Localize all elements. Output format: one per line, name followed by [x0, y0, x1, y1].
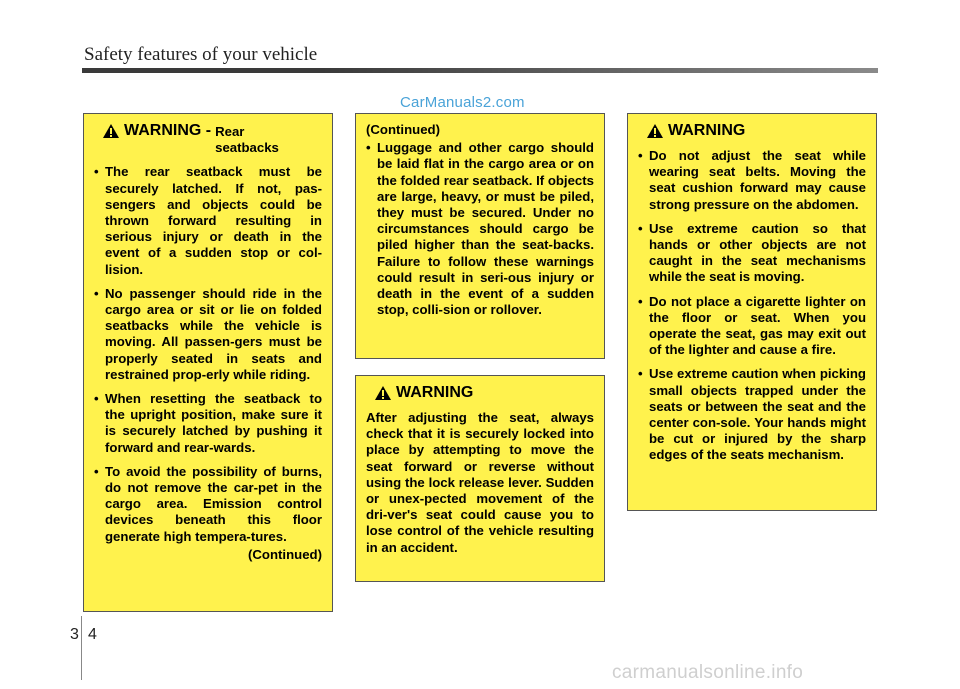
page-number: 4: [88, 626, 97, 643]
list-item: • Do not adjust the seat while wearing seat belts. Moving the seat cushion forward may cause strong pressure on the abdomen.: [638, 148, 866, 213]
page-number-divider: [81, 616, 82, 680]
list-item: • To avoid the possibility of burns, do not remove the car-pet in the cargo area. Emission control devices beneath this floor generate high tempera-tures.: [94, 464, 322, 545]
warning-label: WARNING: [396, 384, 474, 401]
warning-label: WARNING: [668, 122, 746, 139]
header-rule: [82, 68, 878, 73]
watermark-footer: carmanualsonline.info: [612, 662, 804, 683]
watermark-link[interactable]: CarManuals2.com: [400, 94, 525, 111]
warning-list: [94, 164, 322, 544]
warning-subject-line1: Rear: [215, 124, 245, 139]
warning-list: [366, 140, 594, 318]
warning-subject-line2: seatbacks: [215, 140, 279, 156]
list-item: • No passenger should ride in the cargo area or sit or lie on folded seatbacks while the vehicle is moving. All passen-gers must be properly seated in seats and restrained prop-erly while riding.: [94, 286, 322, 383]
warning-triangle-icon: [102, 123, 120, 139]
warning-box-seat-adjust: [627, 113, 877, 511]
list-item: • Luggage and other cargo should be laid flat in the cargo area or on the folded rear seatback. If objects are large, heavy, or must be piled, they must be secured. Under no circumstances should cargo be piled higher than the seat-backs. Failure to follow these warnings could result in seri-ous injury or death in the event of a sudden stop, colli-sion or rollover.: [366, 140, 594, 318]
warning-header: [94, 122, 322, 156]
list-item: • Use extreme caution so that hands or other objects are not caught in the seat mechanisms while the seat is moving.: [638, 221, 866, 286]
warning-box-seat-lock: [355, 375, 605, 582]
warning-triangle-icon: [374, 385, 392, 401]
continued-label: (Continued): [366, 122, 440, 137]
warning-box-continued: [355, 113, 605, 359]
warning-header: [638, 122, 866, 140]
warning-text: After adjusting the seat, always check that it is securely locked into place by attempting to move the seat forward or reverse without using the lock release lever. Sudden or unex-pected movement of the dri-ver's seat could cause you to lose control of the vehicle resulting in an accident.: [366, 410, 594, 555]
continued-label: (Continued): [248, 546, 322, 562]
warning-label: WARNING -: [124, 122, 212, 139]
warning-box-rear-seatbacks: [83, 113, 333, 612]
page-header-title: Safety features of your vehicle: [84, 44, 318, 65]
warning-list: [638, 148, 866, 464]
section-number: 3: [70, 626, 79, 643]
list-item: • Do not place a cigarette lighter on the floor or seat. When you operate the seat, gas may exit out of the lighter and cause a fire.: [638, 294, 866, 359]
warning-triangle-icon: [646, 123, 664, 139]
list-item: • When resetting the seatback to the upright position, make sure it is securely latched by pushing it forward and rear-wards.: [94, 391, 322, 456]
warning-header: [366, 384, 594, 402]
list-item: • Use extreme caution when picking small objects trapped under the seats or between the seat and the center con-sole. Your hands might be cut or injured by the sharp edges of the seats mechanism.: [638, 366, 866, 463]
list-item: • The rear seatback must be securely latched. If not, pas-sengers and objects could be thrown forward resulting in serious injury or death in the event of a sudden stop or col-lision.: [94, 164, 322, 277]
